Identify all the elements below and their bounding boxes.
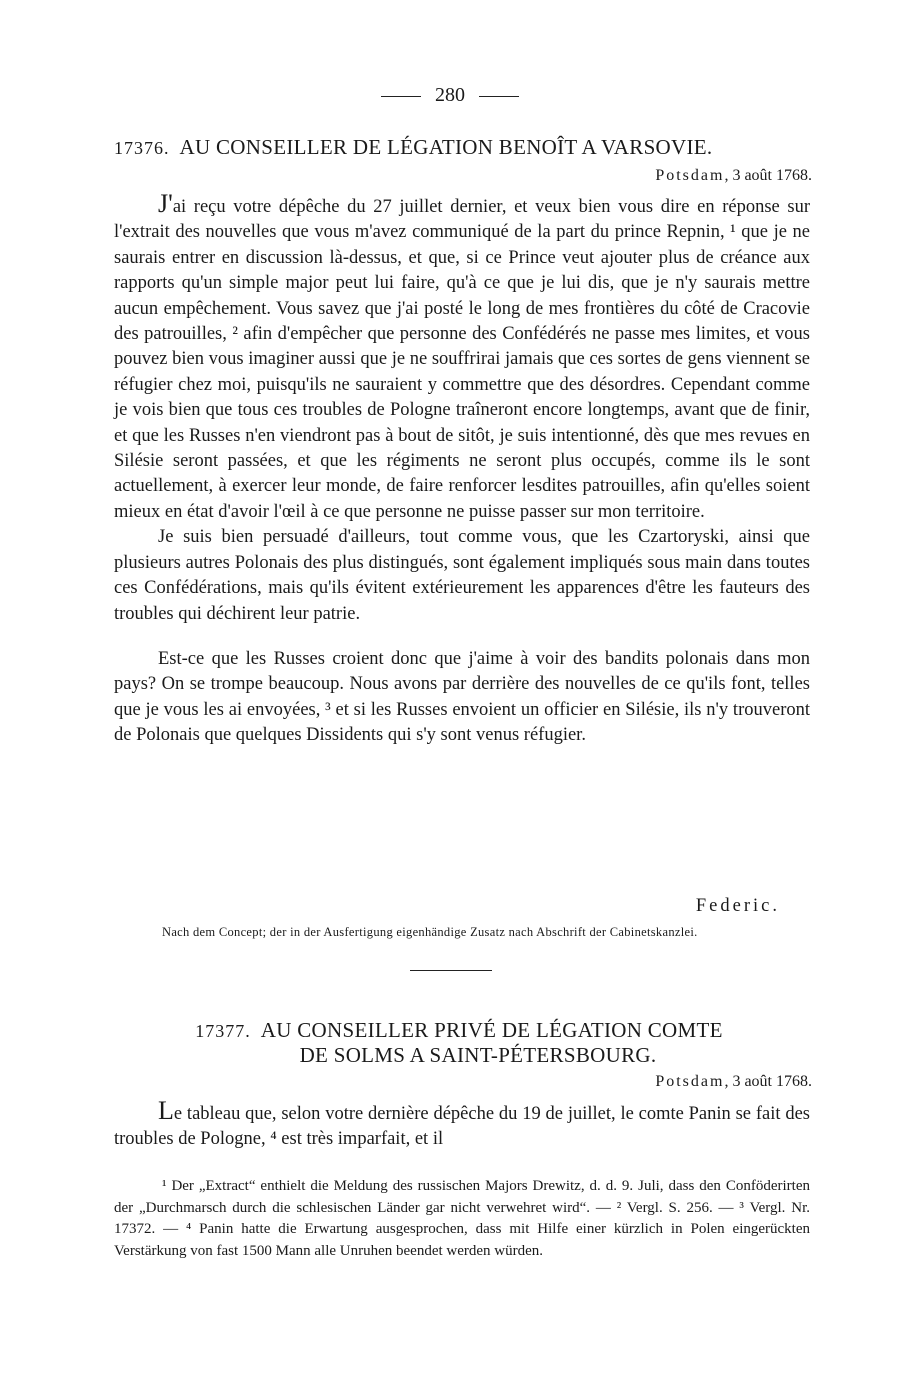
footnotes-text: ¹ Der „Extract“ enthielt die Meldung des russischen Majors Drewitz, d. d. 9. Juli, dass den Conföderirten der „Durchmarsch durch die schlesischen Länder gar nicht verwehret wird“. — ² Vergl. S. 256. — ³ Vergl. Nr. 17372. — ⁴ Panin hatte die Erwartung ausgesprochen, dass mit Hilfe einer kürzlich in Polen eingerückten Verstärkung von fast 1500 Mann alle Unruhen beendet werden würden. (114, 1178, 810, 1259)
letter2-place: Potsdam (655, 1073, 725, 1090)
letter1-paragraph-2: Je suis bien persuadé d'ailleurs, tout comme vous, que les Czartoryski, ainsi que plusieurs autres Polonais des plus distingués, sont également impliqués sous main dans toutes ces Confédérations, mais qu'ils évitent extérieurement les apparences d'être les fauteurs des troubles qui déchirent leur patrie. (114, 527, 810, 624)
page-number (0, 84, 900, 107)
letter2-body (114, 1098, 810, 1153)
letter1-number: 17376. (114, 138, 170, 158)
letter1-place: Potsdam (655, 167, 725, 184)
letter2-heading (114, 1018, 804, 1068)
letter1-date: , 3 août 1768. (724, 167, 812, 184)
page-number-dash-right (479, 96, 519, 97)
page-number-text: 280 (435, 84, 465, 106)
footnotes (114, 1176, 810, 1262)
letter1-paragraph-3: Est-ce que les Russes croient donc que j'aime à voir des bandits polonais dans mon pays? On se trompe beaucoup. Nous avons par derrière des nouvelles de ce qu'ils font, telles que je vous les ai envoyées, ³ et si les Russes envoient un officier en Silésie, ils n'y trouveront de Polonais que quelques Dissidents qui s'y sont venus réfugier. (114, 648, 810, 746)
letter1-paragraph-1: J'ai reçu votre dépêche du 27 juillet dernier, et veux bien vous dire en réponse sur l'extrait des nouvelles que vous m'avez communiqué de la part du prince Repnin, ¹ que je ne saurais entrer en discussion là-dessus, et que, si ce Prince veut ajouter plus de créance aux rapports qu'un simple major peut lui faire, qu'à ce que je lui dis, que je n'y saurais mettre aucun empêchement. Vous savez que j'ai posté le long de mes frontières du côté de Cracovie des patrouilles, ² afin d'empêcher que personne des Confédérés ne passe mes limites, et vous pouvez bien vous imaginer aussi que je ne souffrirai jamais que ces sortes de gens viennent se réfugier chez moi, puisqu'ils ne sauraient y commettre que des désordres. Cependant comme je vois bien que tous ces troubles de Pologne traîneront encore longtemps, avant que de finir, et que les Russes n'en viendront pas à bout de sitôt, je suis intentionné, dès que mes revues en Silésie seront passées, et que les régiments ne seront plus occupés, comme ils le sont actuellement, à exercer leur monde, de faire renforcer lesdites patrouilles, afin qu'elles soient mieux en état d'avoir l'œil à ce que personne ne puisse passer sur mon territoire. (114, 189, 810, 522)
letter2-title-line-1: AU CONSEILLER PRIVÉ DE LÉGATION COMTE (260, 1018, 723, 1042)
letter1-dateline (655, 167, 812, 185)
letter2-heading-line-1 (114, 1018, 804, 1043)
page-number-dash-left (381, 96, 421, 97)
letter1-source-note: Nach dem Concept; der in der Ausfertigung eigenhändige Zusatz nach Abschrift der Cabinetskanzlei. (162, 925, 698, 939)
letter2-number: 17377. (195, 1021, 251, 1041)
letter1-title: AU CONSEILLER DE LÉGATION BENOÎT A VARSOVIE. (179, 135, 713, 159)
letter2-paragraph-1: Le tableau que, selon votre dernière dépêche du 19 de juillet, le comte Panin se fait des troubles de Pologne, ⁴ est très imparfait, et il (114, 1096, 810, 1150)
letter2-date: , 3 août 1768. (724, 1073, 812, 1090)
section-divider (410, 970, 492, 971)
letter2-title-line-2: DE SOLMS A SAINT-PÉTERSBOURG. (299, 1043, 657, 1067)
letter1-signature: Federic. (695, 896, 780, 916)
letter2-dateline (655, 1073, 812, 1091)
letter1-body (114, 191, 810, 749)
letter1-heading (114, 135, 814, 160)
